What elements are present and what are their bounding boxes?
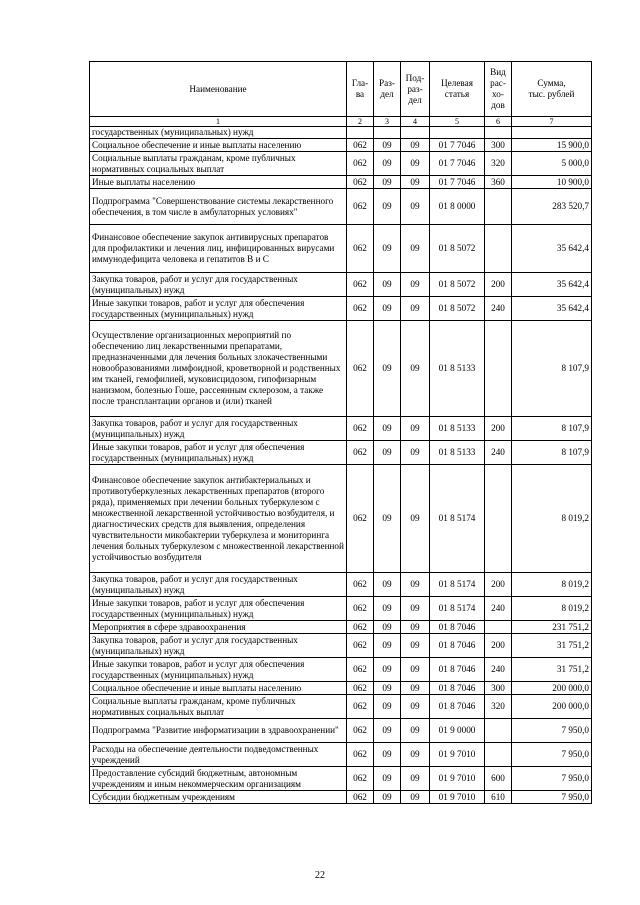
row-section: 09 — [374, 139, 401, 152]
row-name: Мероприятия в сфере здравоохранения — [90, 621, 347, 634]
row-name: Иные закупки товаров, работ и услуг для обеспечения государственных (муниципальных) нужд — [90, 597, 347, 621]
table-row — [90, 465, 592, 573]
row-section: 09 — [374, 465, 401, 573]
row-section: 09 — [374, 297, 401, 321]
row-target-article: 01 8 7046 — [430, 682, 485, 695]
row-target-article: 01 7 7046 — [430, 139, 485, 152]
table-row — [90, 743, 592, 767]
table-row — [90, 573, 592, 597]
row-name: Иные закупки товаров, работ и услуг для обеспечения государственных (муниципальных) нужд — [90, 658, 347, 682]
row-section: 09 — [374, 743, 401, 767]
row-chapter: 062 — [347, 791, 374, 804]
row-sum: 8 019,2 — [512, 597, 592, 621]
row-expense-type — [485, 321, 512, 417]
row-section: 09 — [374, 767, 401, 791]
row-sum: 31 751,2 — [512, 634, 592, 658]
row-expense-type — [485, 189, 512, 225]
row-name: Иные выплаты населению — [90, 176, 347, 189]
row-subsection: 09 — [401, 621, 430, 634]
row-section: 09 — [374, 791, 401, 804]
row-sum: 231 751,2 — [512, 621, 592, 634]
table-row — [90, 417, 592, 441]
row-section: 09 — [374, 152, 401, 176]
column-number: 4 — [401, 117, 430, 127]
table-row — [90, 634, 592, 658]
row-chapter: 062 — [347, 441, 374, 465]
header-expense-type: Вид рас- хо- дов — [485, 62, 512, 117]
row-target-article: 01 8 7046 — [430, 634, 485, 658]
row-chapter: 062 — [347, 139, 374, 152]
row-name: Закупка товаров, работ и услуг для государственных (муниципальных) нужд — [90, 573, 347, 597]
row-chapter: 062 — [347, 273, 374, 297]
row-name: Иные закупки товаров, работ и услуг для обеспечения государственных (муниципальных) нужд — [90, 441, 347, 465]
row-subsection: 09 — [401, 573, 430, 597]
row-chapter: 062 — [347, 297, 374, 321]
row-section: 09 — [374, 658, 401, 682]
row-expense-type: 200 — [485, 417, 512, 441]
page-number: 22 — [315, 870, 325, 881]
row-target-article — [430, 127, 485, 139]
row-name: Закупка товаров, работ и услуг для государственных (муниципальных) нужд — [90, 634, 347, 658]
row-sum: 7 950,0 — [512, 767, 592, 791]
row-expense-type: 610 — [485, 791, 512, 804]
column-number: 7 — [512, 117, 592, 127]
row-section: 09 — [374, 573, 401, 597]
row-subsection: 09 — [401, 189, 430, 225]
row-subsection: 09 — [401, 273, 430, 297]
row-sum: 7 950,0 — [512, 743, 592, 767]
row-expense-type: 200 — [485, 634, 512, 658]
row-chapter: 062 — [347, 152, 374, 176]
row-target-article: 01 8 5072 — [430, 225, 485, 273]
row-name: Социальное обеспечение и иные выплаты населению — [90, 139, 347, 152]
row-expense-type: 240 — [485, 297, 512, 321]
row-sum: 35 642,4 — [512, 297, 592, 321]
row-expense-type — [485, 743, 512, 767]
row-target-article: 01 9 0000 — [430, 719, 485, 743]
row-section: 09 — [374, 176, 401, 189]
row-subsection: 09 — [401, 139, 430, 152]
row-chapter: 062 — [347, 417, 374, 441]
column-number: 2 — [347, 117, 374, 127]
row-expense-type: 300 — [485, 682, 512, 695]
row-target-article: 01 9 7010 — [430, 767, 485, 791]
table-row — [90, 225, 592, 273]
row-sum: 5 000,0 — [512, 152, 592, 176]
row-expense-type: 200 — [485, 273, 512, 297]
row-name: Субсидии бюджетным учреждениям — [90, 791, 347, 804]
row-sum: 8 019,2 — [512, 465, 592, 573]
row-sum: 200 000,0 — [512, 682, 592, 695]
row-chapter: 062 — [347, 321, 374, 417]
row-section: 09 — [374, 719, 401, 743]
row-name: Социальные выплаты гражданам, кроме публичных нормативных социальных выплат — [90, 152, 347, 176]
row-name: Финансовое обеспечение закупок антибактериальных и противотуберкулезных лекарственных препаратов (второго ряда), применяемых при лечении больных туберкулезом с множественной лекарственной устойчивостью возбудителя, и диагностических средств для выявления, определения чувствительности микобактерии туберкулеза и мониторинга лечения больных туберкулезом с множественной лекарственной устойчивостью возбудителя — [90, 465, 347, 573]
table-row — [90, 695, 592, 719]
row-name: Иные закупки товаров, работ и услуг для обеспечения государственных (муниципальных) нужд — [90, 297, 347, 321]
row-expense-type: 300 — [485, 139, 512, 152]
row-section: 09 — [374, 273, 401, 297]
table-row — [90, 767, 592, 791]
header-subsection: Под- раз- дел — [401, 62, 430, 117]
row-subsection: 09 — [401, 465, 430, 573]
row-target-article: 01 8 7046 — [430, 658, 485, 682]
row-subsection: 09 — [401, 321, 430, 417]
table-body — [90, 127, 592, 804]
row-name: Осуществление организационных мероприятий по обеспечению лиц лекарственными препаратами, предназначенными для лечения больных злокачественными новообразованиями лимфоидной, кроветворной и родственных им тканей, гемофилией, муковисцидозом, гипофизарным нанизмом, болезнью Гоше, рассеянным склерозом, а также после трансплантации органов и (или) тканей — [90, 321, 347, 417]
row-subsection — [401, 127, 430, 139]
row-subsection: 09 — [401, 634, 430, 658]
row-name: Предоставление субсидий бюджетным, автономным учреждениям и иным некоммерческим организациям — [90, 767, 347, 791]
row-sum: 10 900,0 — [512, 176, 592, 189]
row-name: Подпрограмма "Развитие информатизации в здравоохранении" — [90, 719, 347, 743]
row-expense-type — [485, 225, 512, 273]
row-chapter: 062 — [347, 465, 374, 573]
row-section: 09 — [374, 417, 401, 441]
row-name: Финансовое обеспечение закупок антивирусных препаратов для профилактики и лечения лиц, инфицированных вирусами иммунодефицита человека и гепатитов В и С — [90, 225, 347, 273]
row-name: Закупка товаров, работ и услуг для государственных (муниципальных) нужд — [90, 417, 347, 441]
table-row — [90, 658, 592, 682]
column-number: 6 — [485, 117, 512, 127]
row-expense-type — [485, 465, 512, 573]
column-number-row — [90, 117, 592, 127]
row-subsection: 09 — [401, 658, 430, 682]
row-sum: 7 950,0 — [512, 719, 592, 743]
row-sum — [512, 127, 592, 139]
row-chapter: 062 — [347, 573, 374, 597]
row-sum: 15 900,0 — [512, 139, 592, 152]
row-chapter: 062 — [347, 597, 374, 621]
row-sum: 8 107,9 — [512, 321, 592, 417]
table-row — [90, 621, 592, 634]
row-expense-type: 360 — [485, 176, 512, 189]
row-expense-type — [485, 621, 512, 634]
row-sum: 31 751,2 — [512, 658, 592, 682]
row-target-article: 01 8 5133 — [430, 417, 485, 441]
row-expense-type: 600 — [485, 767, 512, 791]
row-expense-type: 240 — [485, 441, 512, 465]
header-chapter: Гла- ва — [347, 62, 374, 117]
row-section: 09 — [374, 225, 401, 273]
table-row — [90, 139, 592, 152]
row-subsection: 09 — [401, 791, 430, 804]
row-expense-type: 240 — [485, 658, 512, 682]
row-sum: 8 107,9 — [512, 441, 592, 465]
row-sum: 8 019,2 — [512, 573, 592, 597]
row-chapter: 062 — [347, 658, 374, 682]
row-name: государственных (муниципальных) нужд — [90, 127, 347, 139]
header-target-article: Целевая статья — [430, 62, 485, 117]
row-chapter: 062 — [347, 695, 374, 719]
column-number: 1 — [90, 117, 347, 127]
row-chapter: 062 — [347, 743, 374, 767]
row-expense-type: 240 — [485, 597, 512, 621]
table-row — [90, 152, 592, 176]
row-chapter: 062 — [347, 189, 374, 225]
row-sum: 200 000,0 — [512, 695, 592, 719]
row-sum: 283 520,7 — [512, 189, 592, 225]
row-section: 09 — [374, 634, 401, 658]
table-row — [90, 597, 592, 621]
row-section: 09 — [374, 189, 401, 225]
row-section: 09 — [374, 695, 401, 719]
table-row — [90, 127, 592, 139]
row-name: Социальное обеспечение и иные выплаты населению — [90, 682, 347, 695]
row-subsection: 09 — [401, 176, 430, 189]
row-subsection: 09 — [401, 597, 430, 621]
header-row — [90, 62, 592, 117]
row-expense-type — [485, 127, 512, 139]
row-target-article: 01 8 7046 — [430, 621, 485, 634]
table-row — [90, 682, 592, 695]
header-sum: Сумма, тыс. рублей — [512, 62, 592, 117]
row-chapter — [347, 127, 374, 139]
row-chapter: 062 — [347, 634, 374, 658]
row-target-article: 01 8 5174 — [430, 597, 485, 621]
row-target-article: 01 7 7046 — [430, 176, 485, 189]
row-section: 09 — [374, 682, 401, 695]
header-name: Наименование — [90, 62, 347, 117]
row-name: Расходы на обеспечение деятельности подведомственных учреждений — [90, 743, 347, 767]
row-subsection: 09 — [401, 682, 430, 695]
table-row — [90, 273, 592, 297]
row-expense-type: 320 — [485, 152, 512, 176]
row-sum: 8 107,9 — [512, 417, 592, 441]
table-row — [90, 791, 592, 804]
table-row — [90, 297, 592, 321]
row-name: Закупка товаров, работ и услуг для государственных (муниципальных) нужд — [90, 273, 347, 297]
column-number: 3 — [374, 117, 401, 127]
table-row — [90, 441, 592, 465]
row-subsection: 09 — [401, 743, 430, 767]
table-row — [90, 321, 592, 417]
row-subsection: 09 — [401, 719, 430, 743]
row-subsection: 09 — [401, 297, 430, 321]
row-section: 09 — [374, 621, 401, 634]
column-number: 5 — [430, 117, 485, 127]
row-section: 09 — [374, 441, 401, 465]
row-sum: 35 642,4 — [512, 225, 592, 273]
row-subsection: 09 — [401, 225, 430, 273]
row-chapter: 062 — [347, 176, 374, 189]
row-target-article: 01 8 5174 — [430, 573, 485, 597]
row-target-article: 01 8 5133 — [430, 321, 485, 417]
table-row — [90, 719, 592, 743]
row-target-article: 01 7 7046 — [430, 152, 485, 176]
row-subsection: 09 — [401, 441, 430, 465]
row-target-article: 01 8 0000 — [430, 189, 485, 225]
row-subsection: 09 — [401, 152, 430, 176]
table-row — [90, 189, 592, 225]
row-target-article: 01 8 5133 — [430, 441, 485, 465]
row-target-article: 01 9 7010 — [430, 791, 485, 804]
row-target-article: 01 8 7046 — [430, 695, 485, 719]
row-chapter: 062 — [347, 225, 374, 273]
header-section: Раз- дел — [374, 62, 401, 117]
table-row — [90, 176, 592, 189]
row-target-article: 01 8 5174 — [430, 465, 485, 573]
row-subsection: 09 — [401, 695, 430, 719]
row-target-article: 01 8 5072 — [430, 273, 485, 297]
row-sum: 7 950,0 — [512, 791, 592, 804]
row-section: 09 — [374, 321, 401, 417]
budget-table — [89, 61, 592, 804]
row-sum: 35 642,4 — [512, 273, 592, 297]
row-expense-type: 320 — [485, 695, 512, 719]
row-section — [374, 127, 401, 139]
row-expense-type: 200 — [485, 573, 512, 597]
row-section: 09 — [374, 597, 401, 621]
row-target-article: 01 8 5072 — [430, 297, 485, 321]
row-expense-type — [485, 719, 512, 743]
row-target-article: 01 9 7010 — [430, 743, 485, 767]
row-name: Социальные выплаты гражданам, кроме публичных нормативных социальных выплат — [90, 695, 347, 719]
row-name: Подпрограмма "Совершенствование системы лекарственного обеспечения, в том числе в амбулаторных условиях" — [90, 189, 347, 225]
row-subsection: 09 — [401, 767, 430, 791]
row-subsection: 09 — [401, 417, 430, 441]
row-chapter: 062 — [347, 767, 374, 791]
row-chapter: 062 — [347, 682, 374, 695]
row-chapter: 062 — [347, 719, 374, 743]
row-chapter: 062 — [347, 621, 374, 634]
